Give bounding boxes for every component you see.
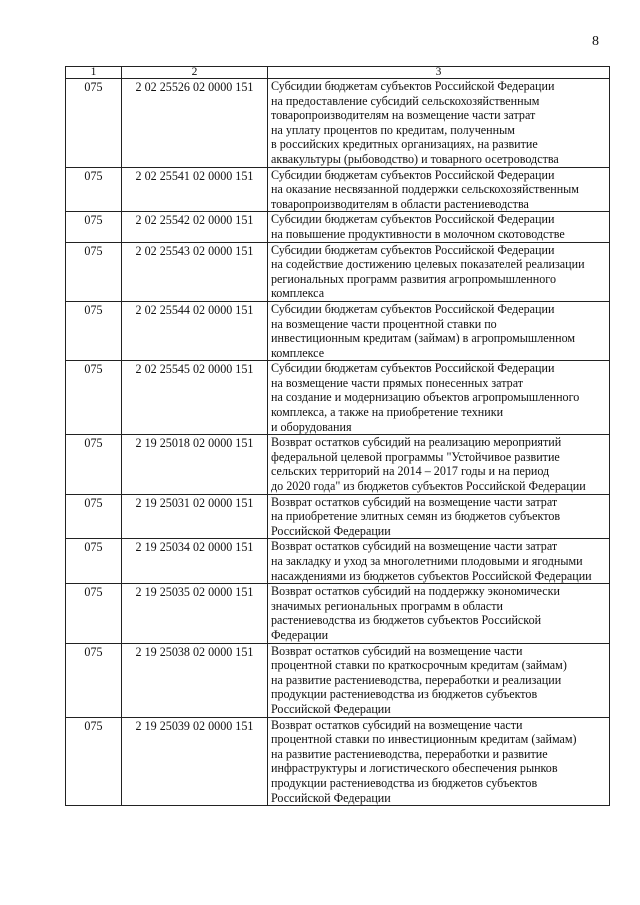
revenue-name-line: Субсидии бюджетам субъектов Российской Федерации: [271, 242, 555, 257]
revenue-name-line: Возврат остатков субсидий на возмещение части затрат: [271, 539, 558, 554]
revenue-name-line: федеральной целевой программы "Устойчивое развитие: [271, 449, 560, 464]
table-header-row: [66, 67, 610, 79]
admin-code-cell: 075: [66, 717, 122, 806]
admin-code-cell: 075: [66, 79, 122, 168]
admin-code-cell: 075: [66, 643, 122, 717]
table-row: [66, 167, 610, 212]
revenue-name-line: процентной ставки по краткосрочным кредитам (займам): [271, 658, 567, 673]
revenue-name-line: Возврат остатков субсидий на возмещение части: [271, 643, 523, 658]
revenue-name-line: на развитие растениеводства, переработки и развитие: [271, 746, 548, 761]
revenue-name-line: на оказание несвязанной поддержки сельскохозяйственным: [271, 182, 579, 197]
table-row: [66, 435, 610, 494]
admin-code-cell: 075: [66, 584, 122, 643]
revenue-name-line: продукции растениеводства из бюджетов субъектов: [271, 687, 538, 702]
revenue-name-line: сельских территорий на 2014 – 2017 годы и на период: [271, 464, 550, 479]
table-row: [66, 494, 610, 539]
revenue-name-cell: [268, 494, 610, 539]
revenue-name-line: на повышение продуктивности в молочном скотоводстве: [271, 226, 565, 241]
table-body: [66, 79, 610, 806]
budget-code-cell: 2 19 25038 02 0000 151: [122, 643, 268, 717]
revenue-name-line: насаждениями из бюджетов субъектов Российской Федерации: [271, 568, 592, 583]
revenue-name-line: аквакультуры (рыбоводство) и товарного осетроводства: [271, 151, 559, 166]
revenue-name-line: на предоставление субсидий сельскохозяйственным: [271, 93, 540, 108]
budget-code-cell: 2 19 25034 02 0000 151: [122, 539, 268, 584]
budget-classification-table: [65, 66, 610, 806]
budget-code-cell: 2 02 25541 02 0000 151: [122, 167, 268, 212]
revenue-name-line: комплекса: [271, 286, 325, 301]
revenue-name-cell: [268, 212, 610, 242]
admin-code-cell: 075: [66, 435, 122, 494]
revenue-name-line: товаропроизводителям в области растениеводства: [271, 196, 529, 211]
revenue-name-line: на возмещение части прямых понесенных затрат: [271, 375, 524, 390]
revenue-name-cell: [268, 717, 610, 806]
revenue-name-line: на развитие растениеводства, переработки и реализации: [271, 672, 562, 687]
revenue-name-cell: [268, 584, 610, 643]
revenue-name-cell: [268, 242, 610, 301]
table-row: [66, 539, 610, 584]
budget-code-cell: 2 19 25031 02 0000 151: [122, 494, 268, 539]
revenue-name-cell: [268, 435, 610, 494]
budget-code-cell: 2 02 25542 02 0000 151: [122, 212, 268, 242]
revenue-name-line: Российской Федерации: [271, 701, 391, 716]
revenue-name-line: Российской Федерации: [271, 523, 391, 538]
revenue-name-line: Возврат остатков субсидий на возмещение части: [271, 717, 523, 732]
revenue-name-line: на уплату процентов по кредитам, полученным: [271, 122, 515, 137]
revenue-name-line: Федерации: [271, 627, 329, 642]
revenue-name-line: продукции растениеводства из бюджетов субъектов: [271, 775, 538, 790]
table-row: [66, 242, 610, 301]
admin-code-cell: 075: [66, 301, 122, 360]
budget-code-cell: 2 19 25039 02 0000 151: [122, 717, 268, 806]
revenue-name-line: Субсидии бюджетам субъектов Российской Федерации: [271, 301, 555, 316]
revenue-name-line: Возврат остатков субсидий на поддержку экономически: [271, 584, 561, 599]
budget-code-cell: 2 02 25526 02 0000 151: [122, 79, 268, 168]
column-header-3: 3: [268, 67, 610, 79]
revenue-name-line: и оборудования: [271, 419, 352, 434]
admin-code-cell: 075: [66, 212, 122, 242]
admin-code-cell: 075: [66, 539, 122, 584]
revenue-name-line: Субсидии бюджетам субъектов Российской Федерации: [271, 167, 555, 182]
revenue-name-line: Возврат остатков субсидий на возмещение части затрат: [271, 494, 558, 509]
budget-code-cell: 2 02 25545 02 0000 151: [122, 361, 268, 435]
revenue-name-line: процентной ставки по инвестиционным кредитам (займам): [271, 732, 577, 747]
column-header-2: 2: [122, 67, 268, 79]
table-row: [66, 212, 610, 242]
revenue-name-line: Субсидии бюджетам субъектов Российской Федерации: [271, 212, 555, 227]
revenue-name-cell: [268, 539, 610, 584]
budget-code-cell: 2 19 25018 02 0000 151: [122, 435, 268, 494]
revenue-name-line: комплексе: [271, 345, 325, 360]
revenue-name-line: на содействие достижению целевых показателей реализации: [271, 257, 585, 272]
revenue-name-line: до 2020 года" из бюджетов субъектов Российской Федерации: [271, 479, 586, 494]
table-row: [66, 717, 610, 806]
revenue-name-line: на создание и модернизацию объектов агропромышленного: [271, 390, 580, 405]
revenue-name-cell: [268, 167, 610, 212]
revenue-name-cell: [268, 79, 610, 168]
budget-code-cell: 2 02 25543 02 0000 151: [122, 242, 268, 301]
admin-code-cell: 075: [66, 494, 122, 539]
revenue-name-line: на приобретение элитных семян из бюджетов субъектов: [271, 509, 561, 524]
revenue-name-line: комплекса, а также на приобретение техники: [271, 405, 504, 420]
budget-code-cell: 2 19 25035 02 0000 151: [122, 584, 268, 643]
admin-code-cell: 075: [66, 242, 122, 301]
revenue-name-line: региональных программ развития агропромышленного: [271, 271, 556, 286]
revenue-name-line: инвестиционным кредитам (займам) в агропромышленном: [271, 331, 576, 346]
table-row: [66, 584, 610, 643]
table-row: [66, 301, 610, 360]
revenue-name-line: значимых региональных программ в области: [271, 598, 504, 613]
table-row: [66, 361, 610, 435]
revenue-name-cell: [268, 301, 610, 360]
admin-code-cell: 075: [66, 361, 122, 435]
page-number: 8: [592, 34, 599, 49]
column-header-1: 1: [66, 67, 122, 79]
revenue-name-line: в российских кредитных организациях, на развитие: [271, 137, 538, 152]
revenue-name-line: Субсидии бюджетам субъектов Российской Федерации: [271, 361, 555, 376]
revenue-name-line: на закладку и уход за многолетними плодовыми и ягодными: [271, 554, 583, 568]
revenue-name-cell: [268, 643, 610, 717]
revenue-name-line: растениеводства из бюджетов субъектов Российской: [271, 613, 542, 628]
admin-code-cell: 075: [66, 167, 122, 212]
revenue-name-line: Субсидии бюджетам субъектов Российской Федерации: [271, 79, 555, 93]
revenue-name-line: Возврат остатков субсидий на реализацию мероприятий: [271, 435, 562, 450]
revenue-name-line: Российской Федерации: [271, 790, 391, 805]
revenue-name-cell: [268, 361, 610, 435]
table-row: [66, 643, 610, 717]
table-row: [66, 79, 610, 168]
revenue-name-line: товаропроизводителям на возмещение части затрат: [271, 108, 536, 123]
revenue-name-line: инфраструктуры и логистического обеспечения рынков: [271, 761, 558, 776]
budget-code-cell: 2 02 25544 02 0000 151: [122, 301, 268, 360]
revenue-name-line: на возмещение части процентной ставки по: [271, 316, 497, 331]
